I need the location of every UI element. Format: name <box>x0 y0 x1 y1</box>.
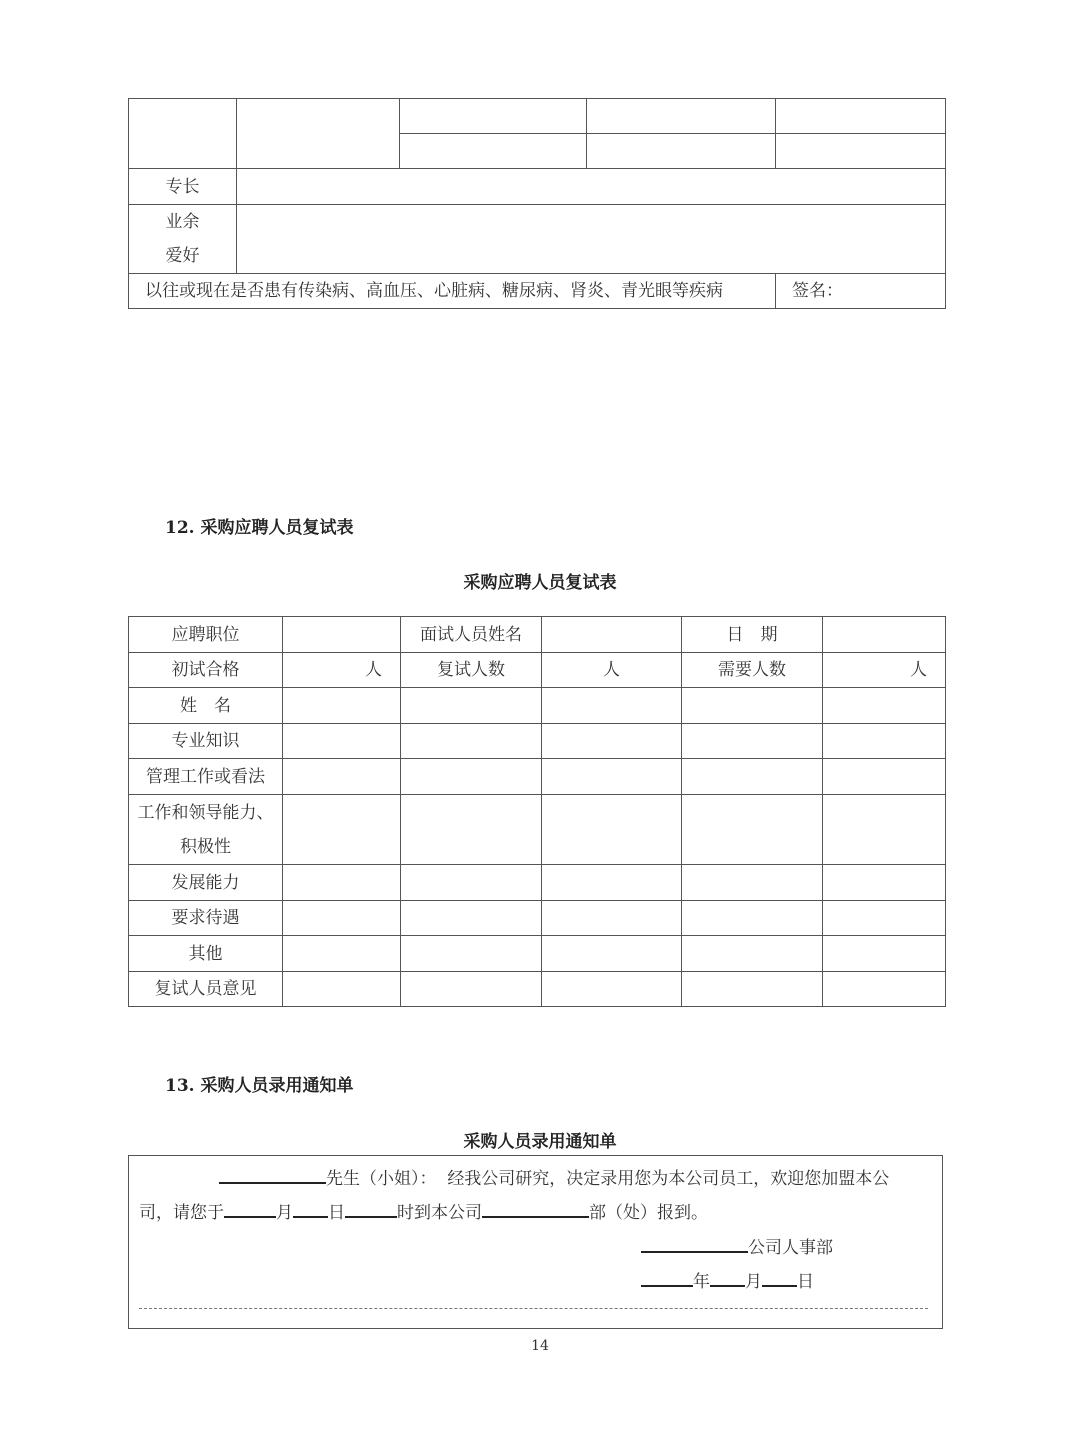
table-cell[interactable] <box>823 936 946 972</box>
table-cell[interactable] <box>542 795 682 865</box>
table-cell[interactable] <box>542 901 682 936</box>
position-field[interactable] <box>283 617 401 653</box>
table-cell[interactable] <box>283 901 401 936</box>
notice-line2 <box>139 1198 708 1223</box>
applicant-info-table <box>128 98 946 309</box>
disease-question: 以往或现在是否患有传染病、高血压、心脏病、糖尿病、肾炎、青光眼等疾病 <box>129 274 776 309</box>
leadership-line1: 工作和领导能力、 <box>137 802 274 823</box>
year-label: 年 <box>693 1272 710 1292</box>
leadership-line2: 积极性 <box>180 836 231 857</box>
table-cell[interactable] <box>283 865 401 901</box>
hobby-label-line1: 业余 <box>165 212 200 232</box>
sign-day-blank[interactable] <box>762 1271 797 1287</box>
table-cell[interactable] <box>401 972 542 1007</box>
notice-date <box>641 1267 814 1292</box>
time-label: 时到本公司 <box>397 1203 482 1223</box>
table-cell[interactable] <box>823 724 946 759</box>
row-label-name: 姓 名 <box>129 688 283 724</box>
notice-line1 <box>219 1164 889 1189</box>
name-blank[interactable] <box>219 1168 326 1184</box>
table-cell[interactable] <box>542 724 682 759</box>
table-cell[interactable] <box>283 724 401 759</box>
table-cell[interactable] <box>542 759 682 795</box>
table-cell[interactable] <box>682 936 823 972</box>
table-cell[interactable] <box>401 901 542 936</box>
table-cell[interactable] <box>823 795 946 865</box>
specialty-label: 专长 <box>129 169 237 205</box>
table-cell[interactable] <box>401 936 542 972</box>
section12-heading: 12. 采购应聘人员复试表 <box>165 518 354 538</box>
notice-salutation: 先生（小姐）： <box>326 1169 437 1189</box>
sign-month-label: 月 <box>745 1272 762 1292</box>
table-cell[interactable] <box>682 724 823 759</box>
section13-heading: 13. 采购人员录用通知单 <box>165 1076 354 1096</box>
retest-table <box>128 616 946 1007</box>
table-cell[interactable] <box>542 972 682 1007</box>
dept-blank[interactable] <box>482 1202 589 1218</box>
need-count-unit: 人 <box>823 653 946 688</box>
table-cell[interactable] <box>823 972 946 1007</box>
empty-cell <box>400 134 587 169</box>
time-blank[interactable] <box>345 1202 397 1218</box>
table-cell[interactable] <box>682 759 823 795</box>
empty-cell <box>776 134 946 169</box>
table-cell[interactable] <box>401 865 542 901</box>
need-count-label: 需要人数 <box>682 653 823 688</box>
table-cell[interactable] <box>682 688 823 724</box>
table-cell[interactable] <box>682 901 823 936</box>
first-pass-unit: 人 <box>283 653 401 688</box>
company-blank[interactable] <box>641 1237 748 1253</box>
notice-body-2: 司，请您于 <box>139 1203 224 1223</box>
retest-count-label: 复试人数 <box>401 653 542 688</box>
row-label-salary: 要求待遇 <box>129 901 283 936</box>
first-pass-label: 初试合格 <box>129 653 283 688</box>
table-cell[interactable] <box>401 795 542 865</box>
notice-signature <box>641 1233 833 1258</box>
hire-notice-box <box>128 1155 943 1329</box>
row-label-leadership <box>129 795 283 865</box>
row-label-management: 管理工作或看法 <box>129 759 283 795</box>
day-blank[interactable] <box>293 1202 328 1218</box>
row-label-other: 其他 <box>129 936 283 972</box>
table-cell[interactable] <box>283 688 401 724</box>
hobby-label <box>129 205 237 274</box>
hr-dept-label: 公司人事部 <box>748 1238 833 1258</box>
month-label: 月 <box>276 1203 293 1223</box>
row-label-knowledge: 专业知识 <box>129 724 283 759</box>
table-cell[interactable] <box>823 901 946 936</box>
table-cell[interactable] <box>401 724 542 759</box>
date-field[interactable] <box>823 617 946 653</box>
cut-line <box>139 1308 928 1309</box>
table-cell[interactable] <box>542 936 682 972</box>
date-label: 日 期 <box>682 617 823 653</box>
empty-cell <box>587 99 776 134</box>
empty-cell <box>400 99 587 134</box>
section12-title: 采购应聘人员复试表 <box>463 573 617 593</box>
sign-day-label: 日 <box>797 1272 814 1292</box>
section13-title: 采购人员录用通知单 <box>463 1132 617 1152</box>
dept-label: 部（处）报到。 <box>589 1203 708 1223</box>
retest-count-unit: 人 <box>542 653 682 688</box>
table-cell[interactable] <box>283 759 401 795</box>
table-cell[interactable] <box>401 688 542 724</box>
hobby-label-line2: 爱好 <box>165 246 200 266</box>
table-cell[interactable] <box>682 795 823 865</box>
table-cell[interactable] <box>823 759 946 795</box>
table-cell[interactable] <box>283 972 401 1007</box>
table-cell[interactable] <box>823 865 946 901</box>
page-number: 14 <box>531 1338 549 1354</box>
table-cell[interactable] <box>401 759 542 795</box>
notice-body-1: 经我公司研究，决定录用您为本公司员工，欢迎您加盟本公 <box>447 1169 890 1189</box>
sign-month-blank[interactable] <box>710 1271 745 1287</box>
row-label-development: 发展能力 <box>129 865 283 901</box>
interviewer-label: 面试人员姓名 <box>401 617 542 653</box>
month-blank[interactable] <box>224 1202 276 1218</box>
position-label: 应聘职位 <box>129 617 283 653</box>
table-cell[interactable] <box>682 972 823 1007</box>
empty-cell <box>129 99 237 169</box>
table-cell[interactable] <box>283 936 401 972</box>
empty-cell <box>587 134 776 169</box>
signature-label: 签名： <box>776 274 946 309</box>
specialty-field[interactable] <box>237 169 946 205</box>
empty-cell <box>237 99 400 169</box>
table-cell[interactable] <box>283 795 401 865</box>
interviewer-field[interactable] <box>542 617 682 653</box>
empty-cell <box>776 99 946 134</box>
hobby-field[interactable] <box>237 205 946 274</box>
table-cell[interactable] <box>542 688 682 724</box>
table-cell[interactable] <box>823 688 946 724</box>
table-cell[interactable] <box>682 865 823 901</box>
table-cell[interactable] <box>542 865 682 901</box>
day-label: 日 <box>328 1203 345 1223</box>
year-blank[interactable] <box>641 1271 693 1287</box>
row-label-opinion: 复试人员意见 <box>129 972 283 1007</box>
